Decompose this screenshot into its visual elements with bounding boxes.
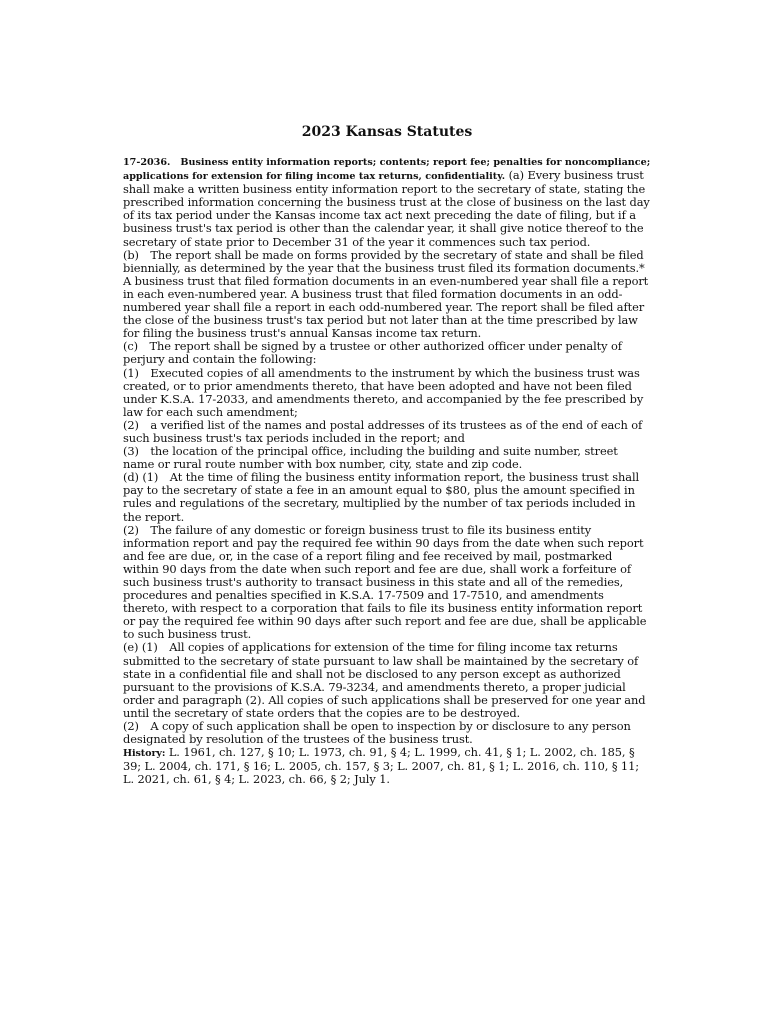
para-d1-label: (d) (1) xyxy=(123,470,159,485)
para-d2 xyxy=(123,524,651,642)
section-heading-paragraph xyxy=(123,155,651,249)
para-e2-label: (2) xyxy=(123,719,139,734)
para-c2-label: (2) xyxy=(123,417,139,432)
para-c xyxy=(123,340,651,366)
page-title: 2023 Kansas Statutes xyxy=(301,124,473,140)
history xyxy=(123,746,651,786)
para-c3-label: (3) xyxy=(123,444,139,459)
section-title: Business entity information reports; contents; report fee; penalties for noncompliance; applications for extension for filing income tax returns, confidentiality. xyxy=(123,157,651,183)
para-c3-text: the location of the principal office, including the building and suite number, street name or rural route number with box number, city, state and zip code. xyxy=(123,444,618,472)
history-label: History: xyxy=(123,748,166,760)
para-d1 xyxy=(123,471,651,523)
para-d1-text: At the time of filing the business entity information report, the business trust shall pay to the secretary of state a fee in an amount equal to $80, plus the amount specified in rules and regulations of the secretary, multiplied by the number of tax periods included in the report. xyxy=(123,470,640,524)
para-e2-text: A copy of such application shall be open to inspection by or disclosure to any person designated by resolution of the trustees of the business trust. xyxy=(123,719,631,747)
para-c2-text: a verified list of the names and postal addresses of its trustees as of the end of each of such business trust's tax periods included in the report; and xyxy=(123,417,643,445)
para-a-text: Every business trust shall make a written business entity information report to the secretary of state, stating the prescribed information concerning the business trust at the close of business on the last day of its tax period under the Kansas income tax act next preceding the date of filing, but if a business trust's tax period is other than the calendar year, it shall give notice thereof to the secretary of state prior to December 31 of the year it commences such tax period. xyxy=(123,168,650,249)
para-b xyxy=(123,249,651,341)
statute-page xyxy=(123,123,651,787)
para-b-text: The report shall be made on forms provided by the secretary of state and shall be filed biennially, as determined by the year that the business trust filed its formation documents.* A business trust that filed formation documents in an even-numbered year shall file a report in each even-numbered year. A business trust that filed formation documents in an odd-numbered year shall file a report in each odd-numbered year. The report shall be filed after the close of the business trust's tax period but not later than at the time prescribed by law for filing the business trust's annual Kansas income tax return. xyxy=(123,247,649,341)
para-e1 xyxy=(123,641,651,720)
para-c-text: The report shall be signed by a trustee or other authorized officer under penalty of perjury and contain the following: xyxy=(123,339,622,367)
para-e2 xyxy=(123,720,651,746)
history-text: L. 1961, ch. 127, § 10; L. 1973, ch. 91, § 4; L. 1999, ch. 41, § 1; L. 2002, ch. 185, § 39; L. 2004, ch. 171, § 16; L. 2005, ch. 157, § 3; L. 2007, ch. 81, § 1; L. 2016, ch. 110, § 11; L. 2021, ch. 61, § 4; L. 2023, ch. 66, § 2; July 1. xyxy=(123,745,639,787)
para-a-label: (a) xyxy=(508,168,524,183)
para-c-label: (c) xyxy=(123,339,138,354)
para-c1 xyxy=(123,367,651,419)
para-c1-label: (1) xyxy=(123,365,139,380)
section-number: 17-2036. xyxy=(123,157,171,168)
para-e1-text: All copies of applications for extension of the time for filing income tax returns submitted to the secretary of state pursuant to law shall be maintained by the secretary of state in a confidential file and shall not be disclosed to any person except as authorized pursuant to the provisions of K.S.A. 79-3234, and amendments thereto, a proper judicial order and paragraph (2). All copies of such applications shall be preserved for one year and until the secretary of state orders that the copies are to be destroyed. xyxy=(123,640,646,720)
para-d2-label: (2) xyxy=(123,522,139,537)
para-d2-text: The failure of any domestic or foreign business trust to file its business entity information report and pay the required fee within 90 days from the date when such report and fee are due, or, in the case of a report filing and fee received by mail, postmarked within 90 days from the date when such report and fee are due, shall work a forfeiture of such business trust's authority to transact business in this state and all of the remedies, procedures and penalties specified in K.S.A. 17-7509 and 17-7510, and amendments thereto, with respect to a corporation that fails to file its business entity information report or pay the required fee within 90 days after such report and fee are due, shall be applicable to such business trust. xyxy=(123,522,647,642)
para-e1-label: (e) (1) xyxy=(123,640,158,655)
para-b-label: (b) xyxy=(123,247,139,262)
para-c1-text: Executed copies of all amendments to the instrument by which the business trust was created, or to prior amendments thereto, that have been adopted and have not been filed under K.S.A. 17-2033, and amendments thereto, and accompanied by the fee prescribed by law for each such amendment; xyxy=(123,365,644,419)
para-c3 xyxy=(123,445,651,471)
para-c2 xyxy=(123,419,651,445)
statute-body xyxy=(123,155,651,787)
